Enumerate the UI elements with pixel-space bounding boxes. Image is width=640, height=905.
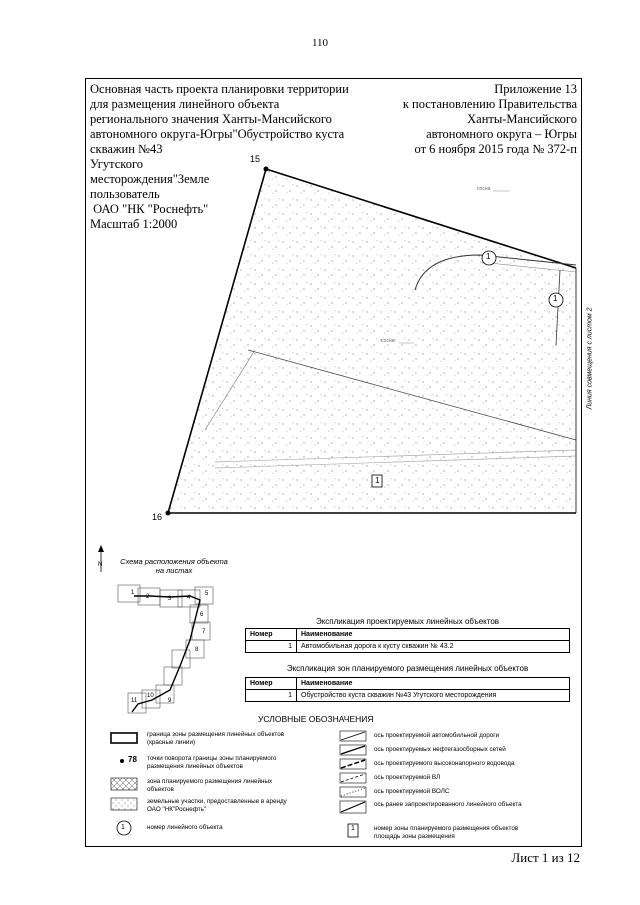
legend-zone-symbol — [111, 778, 137, 790]
object-number-label-2: 1 — [553, 294, 558, 303]
table-header-row — [246, 629, 570, 641]
table-cell: 1 — [246, 690, 297, 702]
legend-title: УСЛОВНЫЕ ОБОЗНАЧЕНИЯ — [258, 714, 374, 724]
legend-item-boundary: граница зоны размещения линейных объектов (красные линии) — [147, 731, 285, 746]
scheme-sheet-label: 10 — [147, 693, 154, 699]
header-right-line: автономного округа – Югры — [426, 127, 577, 141]
scheme-sheet-label: 11 — [131, 698, 138, 704]
scheme-title-line: Схема расположения объекта — [120, 557, 228, 566]
legend-number-sample: 1 — [121, 824, 125, 831]
legend-item-oil-pipes: ось проектируемых нефтегазосборных сетей — [374, 746, 506, 753]
header-left-line: скважин №43 — [90, 142, 163, 156]
table-cell: Обустройство куста скважин №43 Угутского месторождения — [297, 690, 570, 702]
legend-item-previous-object: ось ранее запроектированного линейного объекта — [374, 801, 522, 808]
legend-item-zone-number: номер зоны планируемого размещения объектов площадь зоны размещения — [374, 825, 519, 840]
scheme-sheet-label: 1 — [131, 590, 135, 596]
table-row — [246, 690, 570, 702]
scheme-title — [104, 557, 244, 575]
scheme-sheet-label: 3 — [168, 596, 172, 602]
header-left-line: Угутского — [90, 157, 144, 171]
appendix-title: Приложение 13 — [494, 82, 577, 96]
legend-item-fiber: ось проектируемой ВОЛС — [374, 788, 450, 795]
explication-objects-table — [245, 628, 570, 653]
table-cell: Автомобильная дорога к кусту скважин № 43.2 — [297, 641, 570, 653]
header-right-line: Ханты-Мансийского — [467, 112, 577, 126]
object-number-label: 1 — [486, 252, 491, 261]
point-label-16: 16 — [152, 512, 163, 522]
table-row — [246, 641, 570, 653]
column-header: Наименование — [297, 629, 570, 641]
scheme-sheet-label: 6 — [200, 612, 204, 618]
legend-item-parcels: земельные участки, предоставленные в аренду ОАО "НК"Роснефть" — [147, 798, 287, 813]
explication-zones-table — [245, 677, 570, 702]
header-left-line: Основная часть проекта планировки территории — [90, 82, 349, 96]
match-line-label: Линия совмещения с листом 2 — [586, 307, 594, 410]
scheme-sheet-label: 8 — [195, 647, 199, 653]
column-header: Наименование — [297, 678, 570, 690]
page-number: 110 — [311, 37, 329, 49]
legend-zone-number-sample: 1 — [351, 825, 355, 832]
explication-objects-caption: Экспликация проектируемых линейных объектов — [315, 617, 500, 626]
header-left — [90, 82, 390, 232]
header-left-line: для размещения линейного объекта — [90, 97, 280, 111]
column-header: Номер — [246, 629, 297, 641]
spot-label-2: сосна — [381, 338, 395, 344]
legend-point-sample: 78 — [128, 755, 137, 764]
legend-point-symbol — [120, 759, 124, 763]
header-left-line: пользователь — [90, 187, 160, 201]
header-left-line: регионального значения Ханты-Мансийского — [90, 112, 332, 126]
header-right-line: к постановлению Правительства — [402, 97, 577, 111]
header-right-line: от 6 ноября 2015 года № 372-п — [414, 142, 577, 156]
table-cell: 1 — [246, 641, 297, 653]
legend-item-road-axis: ось проектируемой автомобильной дороги — [374, 732, 500, 739]
header-left-line: месторождения"Земле — [90, 172, 210, 186]
scheme-sheet-label: 5 — [205, 591, 209, 597]
scheme-title-line: на листах — [155, 566, 193, 575]
spot-label: сосна — [477, 186, 491, 192]
turning-point-16 — [166, 511, 171, 516]
header-left-line: ОАО "НК "Роснефть" — [90, 202, 209, 216]
point-label-15: 15 — [250, 154, 261, 164]
scale-label: Масштаб 1:2000 — [90, 217, 178, 231]
legend-item-power-line: ось проектируемой ВЛ — [374, 774, 441, 781]
table-header-row — [246, 678, 570, 690]
legend-item-zone: зона планируемого размещения линейных объектов — [147, 778, 273, 793]
legend-item-object-number: номер линейного объекта — [147, 824, 223, 831]
scheme-sheet-label: 4 — [187, 595, 191, 601]
scheme-sheet-label: 2 — [146, 594, 150, 600]
legend-item-water-pipe: ось проектируемого высоконапорного водовода — [374, 760, 515, 767]
legend-boundary-symbol — [111, 733, 137, 743]
legend-parcel-symbol — [111, 798, 137, 810]
sheet-scheme — [118, 585, 213, 713]
column-header: Номер — [246, 678, 297, 690]
legend-item-turning-points: точки поворота границы зоны планируемого размещения линейных объектов — [147, 755, 277, 770]
north-label: N — [98, 562, 103, 568]
scheme-sheet-label: 9 — [168, 698, 172, 704]
scheme-sheet-label: 7 — [202, 629, 206, 635]
zone-number-label: 1 — [375, 476, 380, 485]
header-right — [370, 82, 577, 157]
header-left-line: автономного округа-Югры"Обустройство куста — [90, 127, 345, 141]
explication-zones-caption: Экспликация зон планируемого размещения линейных объектов — [286, 664, 529, 673]
sheet-label: Лист 1 из 12 — [511, 850, 580, 865]
